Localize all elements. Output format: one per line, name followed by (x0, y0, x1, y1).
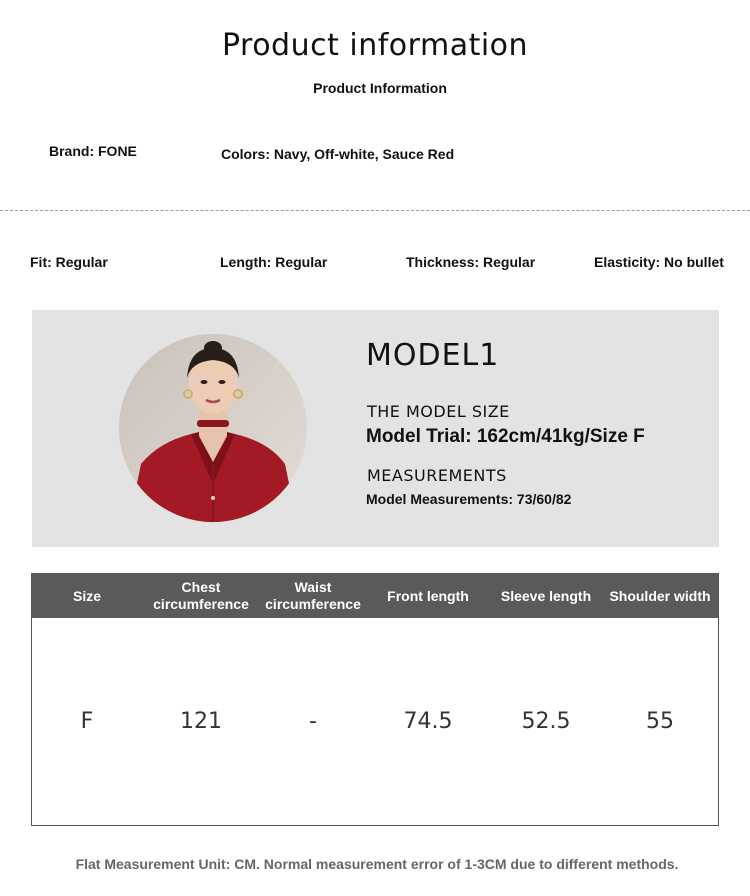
header-sleeve-length: Sleeve length (500, 587, 592, 604)
model-measurements: Model Measurements: 73/60/82 (366, 491, 572, 507)
model-photo (119, 334, 307, 522)
header-size: Size (72, 587, 101, 604)
measurement-footnote: Flat Measurement Unit: CM. Normal measurement error of 1-3CM due to different methods. (75, 856, 679, 872)
header-chest: Chest circumference (153, 579, 249, 612)
cell-size: F (80, 709, 94, 734)
page-subtitle: Product Information (313, 80, 447, 96)
colors-label: Colors: Navy, Off-white, Sauce Red (221, 146, 455, 162)
cell-front-length: 74.5 (403, 709, 453, 734)
table-header-row (32, 574, 718, 618)
cell-chest: 121 (180, 709, 222, 734)
cell-waist: - (309, 709, 317, 734)
page-title: Product information (221, 28, 529, 63)
header-shoulder-width: Shoulder width (609, 587, 711, 604)
length-label: Length: Regular (220, 254, 328, 270)
dashed-divider (0, 210, 750, 211)
fit-label: Fit: Regular (30, 254, 108, 270)
header-waist: Waist circumference (265, 579, 361, 612)
measurements-heading: MEASUREMENTS (367, 466, 507, 485)
elasticity-label: Elasticity: No bullet (594, 254, 724, 270)
thickness-label: Thickness: Regular (406, 254, 536, 270)
cell-sleeve-length: 52.5 (521, 709, 571, 734)
brand-label: Brand: FONE (49, 143, 137, 159)
model-size-heading: THE MODEL SIZE (367, 402, 510, 421)
table-row (32, 618, 718, 825)
model-portrait-icon (119, 334, 307, 522)
model-name: MODEL1 (366, 338, 500, 373)
header-front-length: Front length (387, 587, 469, 604)
model-trial: Model Trial: 162cm/41kg/Size F (366, 426, 645, 447)
size-table (31, 573, 719, 826)
cell-shoulder-width: 55 (646, 709, 674, 734)
